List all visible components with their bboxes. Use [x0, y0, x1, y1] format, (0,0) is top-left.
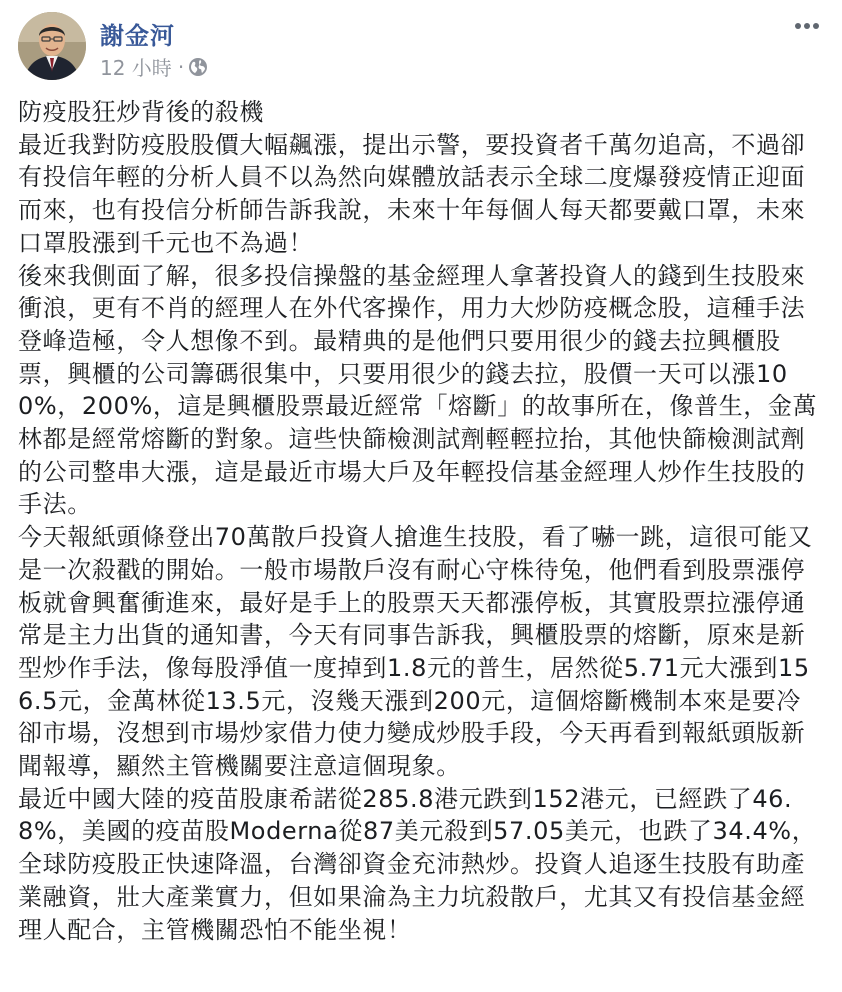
post-paragraph-3: 今天報紙頭條登出70萬散戶投資人搶進生技股，看了嚇一跳，這很可能又是一次殺戳的開始。一般市場散戶沒有耐心守株待兔，他們看到股票漲停板就會興奮衝進來，最好是手上的股票天天都漲停板，其實股票拉漲停通常是主力出貨的通知書，今天有同事告訴我，興櫃股票的熔斷，原來是新型炒作手法，像每股淨值一度掉到1.8元的普生，居然從5.71元大漲到156.5元，金萬林從13.5元，沒幾天漲到200元，這個熔斷機制本來是要冷卻市場，沒想到市場炒家借力使力變成炒股手段，今天再看到報紙頭版新聞報導，顯然主管機關要注意這個現象。 — [18, 523, 813, 781]
globe-icon[interactable] — [188, 57, 208, 77]
post-paragraph-2: 後來我側面了解，很多投信操盤的基金經理人拿著投資人的錢到生技股來衝浪，更有不肖的經理人在外代客操作，用力大炒防疫概念股，這種手法登峰造極，令人想像不到。最精典的是他們只要用很少的錢去拉興櫃股票，興櫃的公司籌碼很集中，只要用很少的錢去拉，股價一天可以漲100%，200%，這是興櫃股票最近經常「熔斷」的故事所在，像普生，金萬林都是經常熔斷的對象。這些快篩檢測試劑輕輕拉抬，其他快篩檢測試劑的公司整串大漲，這是最近市場大戶及年輕投信基金經理人炒作生技股的手法。 — [18, 261, 818, 519]
post-paragraph-1: 最近我對防疫股股價大幅飆漲，提出示警，要投資者千萬勿追高，不過卻有投信年輕的分析人員不以為然向媒體放話表示全球二度爆發疫情正迎面而來，也有投信分析師告訴我說，未來十年每個人每天都要戴口罩，未來口罩股漲到千元也不為過！ — [18, 130, 806, 257]
post-meta — [100, 52, 208, 81]
avatar-photo-icon — [18, 12, 86, 80]
post-title: 防疫股狂炒背後的殺機 — [18, 98, 264, 126]
author-name[interactable]: 謝金河 — [100, 22, 175, 50]
meta-separator: · — [177, 54, 185, 79]
post-timestamp[interactable]: 12 小時 — [100, 56, 172, 80]
more-options-button[interactable] — [790, 14, 824, 38]
author-avatar[interactable] — [18, 12, 86, 80]
post-header — [18, 12, 824, 82]
post-body — [18, 96, 824, 946]
ellipsis-icon — [794, 22, 820, 30]
post-paragraph-4: 最近中國大陸的疫苗股康希諾從285.8港元跌到152港元，已經跌了46.8%，美國的疫苗股Moderna從87美元殺到57.05美元，也跌了34.4%，全球防疫股正快速降溫，台灣卻資金充沛熱炒。投資人追逐生技股有助產業融資，壯大產業實力，但如果淪為主力坑殺散戶，尤其又有投信基金經理人配合，主管機關恐怕不能坐視！ — [18, 784, 817, 944]
